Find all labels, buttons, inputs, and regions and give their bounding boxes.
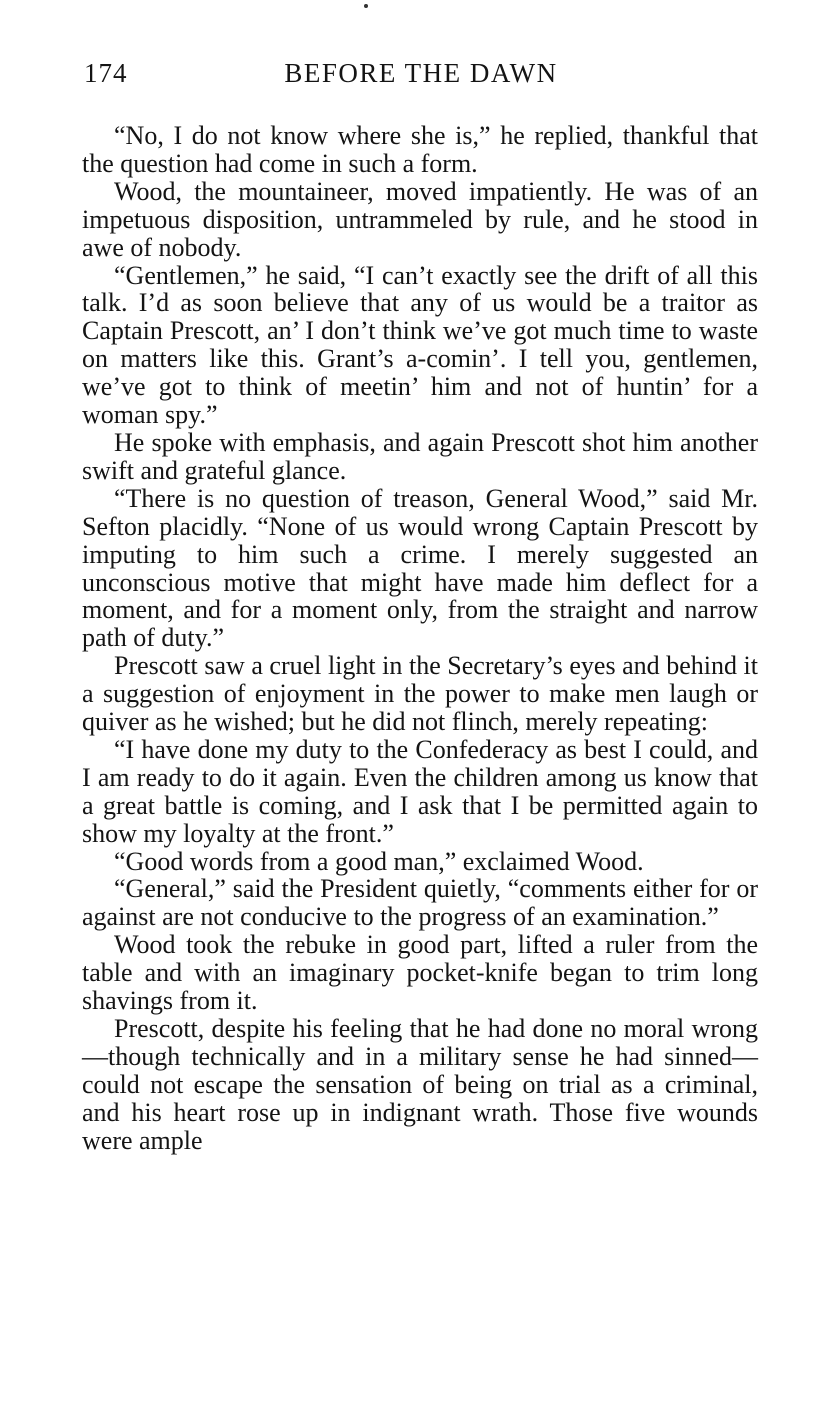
paragraph: “There is no question of treason, General Wood,” said Mr. Sefton placidly. “None of us would wrong Captain Prescott by imputing to him such a crime. I merely suggested an unconscious motive that might have made him deflect for a moment, and for a moment only, from the straight and narrow path of duty.” (82, 483, 758, 653)
paragraph: “No, I do not know where she is,” he replied, thankful that the question had come in such a form. (82, 121, 758, 178)
paragraph: Prescott, despite his feeling that he had done no moral wrong—though technically and in a military sense he had sinned—could not escape the sensation of being on trial as a criminal, and his heart rose up in indignant wrath. Those five wounds were ample (82, 1014, 758, 1155)
page-number: 174 (84, 58, 128, 88)
running-title: BEFORE THE DAWN (284, 58, 558, 88)
paragraph: “Gentlemen,” he said, “I can’t exactly see the drift of all this talk. I’d as soon believe that any of us would be a traitor as Captain Prescott, an’ I don’t think we’ve got much time to waste on matters like this. Grant’s a-comin’. I tell you, gentlemen, we’ve got to think of meetin’ him and not of huntin’ for a woman spy.” (82, 260, 758, 430)
paragraph: “I have done my duty to the Confederacy as best I could, and I am ready to do it again. Even the children among us know that a great battle is coming, and I ask that I be permitted again to show my loyalty at the front.” (82, 734, 758, 848)
paragraph: Wood, the mountaineer, moved impatiently. He was of an impetuous disposition, untrammeled by rule, and he stood in awe of nobody. (82, 176, 758, 262)
page-header (84, 58, 758, 98)
paragraph: “Good words from a good man,” exclaimed Wood. (114, 846, 644, 876)
paragraph: “General,” said the President quietly, “comments either for or against are not conducive to the progress of an examination.” (82, 874, 758, 932)
print-speck (364, 4, 368, 8)
paragraph: Prescott saw a cruel light in the Secretary’s eyes and behind it a suggestion of enjoyment in the power to make men laugh or quiver as he wished; but he did not flinch, merely repeating: (82, 651, 758, 737)
paragraph: Wood took the rebuke in good part, lifted a ruler from the table and with an imaginary pocket-knife began to trim long shavings from it. (82, 930, 758, 1016)
body-text (82, 122, 758, 1155)
paragraph: He spoke with emphasis, and again Prescott shot him another swift and grateful glance. (82, 427, 758, 485)
